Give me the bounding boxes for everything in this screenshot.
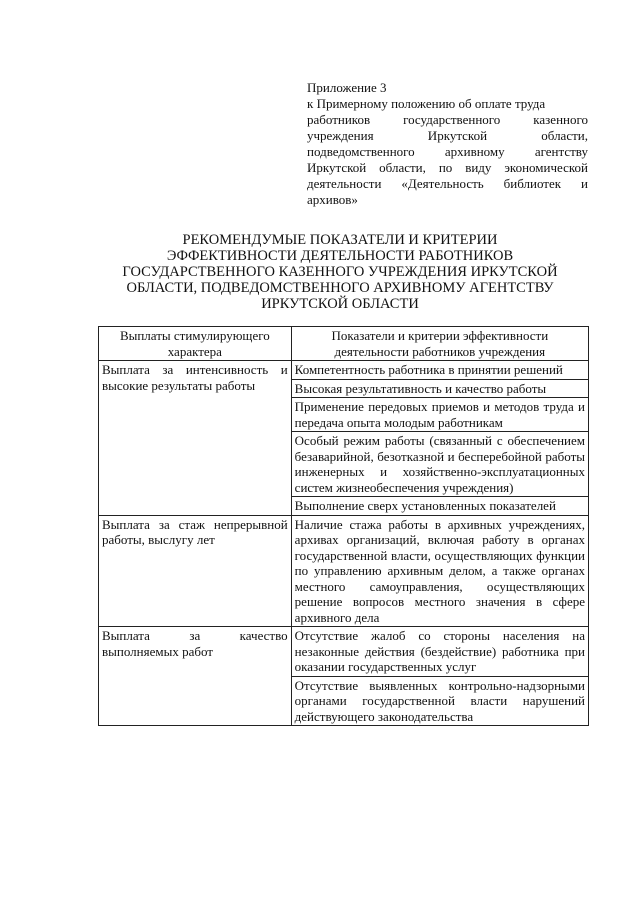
title-line: ЭФФЕКТИВНОСТИ ДЕЯТЕЛЬНОСТИ РАБОТНИКОВ bbox=[166, 248, 514, 264]
table-row bbox=[99, 627, 589, 677]
document-title bbox=[100, 232, 580, 312]
table-row bbox=[99, 361, 589, 380]
payment-cell: Выплата за стаж непрерывной работы, выслугу лет bbox=[99, 515, 292, 627]
title-line: РЕКОМЕНДУМЫЕ ПОКАЗАТЕЛИ И КРИТЕРИИ bbox=[182, 232, 498, 248]
appendix-line: Приложение 3 bbox=[307, 80, 387, 95]
criteria-table bbox=[98, 326, 589, 726]
appendix-note bbox=[307, 80, 588, 208]
criterion-cell: Компетентность работника в принятии решений bbox=[291, 361, 588, 380]
table-header-row bbox=[99, 327, 589, 361]
header-payments: Выплаты стимулирующего характера bbox=[99, 327, 292, 361]
title-line: ГОСУДАРСТВЕННОГО КАЗЕННОГО УЧРЕЖДЕНИЯ ИРКУТСКОЙ bbox=[122, 264, 558, 280]
criterion-cell: Выполнение сверх установленных показателей bbox=[291, 497, 588, 516]
appendix-line: работников государственного казенного bbox=[307, 112, 588, 127]
payment-cell: Выплата за качество выполняемых работ bbox=[99, 627, 292, 726]
appendix-line: к Примерному положению об оплате труда bbox=[307, 96, 546, 111]
payment-cell: Выплата за интенсивность и высокие результаты работы bbox=[99, 361, 292, 516]
criterion-cell: Отсутствие жалоб со стороны населения на незаконные действия (бездействие) работника при оказании государственных услуг bbox=[291, 627, 588, 677]
criterion-cell: Отсутствие выявленных контрольно-надзорными органами государственной власти нарушений действующего законодательства bbox=[291, 676, 588, 726]
title-line: ИРКУТСКОЙ ОБЛАСТИ bbox=[261, 296, 419, 312]
criterion-cell: Особый режим работы (связанный с обеспечением безаварийной, безотказной и бесперебойной работы инженерных и хозяйственно-эксплуатационных систем жизнеобеспечения учреждения) bbox=[291, 432, 588, 497]
appendix-line: Иркутской области, по виду экономической bbox=[307, 160, 588, 175]
header-criteria: Показатели и критерии эффективности деятельности работников учреждения bbox=[291, 327, 588, 361]
appendix-line: учреждения Иркутской области, bbox=[307, 128, 588, 143]
appendix-line: архивов» bbox=[307, 192, 358, 207]
criterion-cell: Применение передовых приемов и методов труда и передача опыта молодым работникам bbox=[291, 398, 588, 432]
appendix-line: деятельности «Деятельность библиотек и bbox=[307, 176, 588, 191]
criterion-cell: Наличие стажа работы в архивных учреждениях, архивах организаций, включая работу в органах государственной власти, осуществляющих функции по управлению архивным делом, а также органах местного самоуправления, осуществляющих решение вопросов местного значения в сфере архивного дела bbox=[291, 515, 588, 627]
table-row bbox=[99, 515, 589, 627]
appendix-line: подведомственного архивному агентству bbox=[307, 144, 588, 159]
criterion-cell: Высокая результативность и качество работы bbox=[291, 379, 588, 398]
title-line: ОБЛАСТИ, ПОДВЕДОМСТВЕННОГО АРХИВНОМУ АГЕНТСТВУ bbox=[126, 280, 554, 296]
